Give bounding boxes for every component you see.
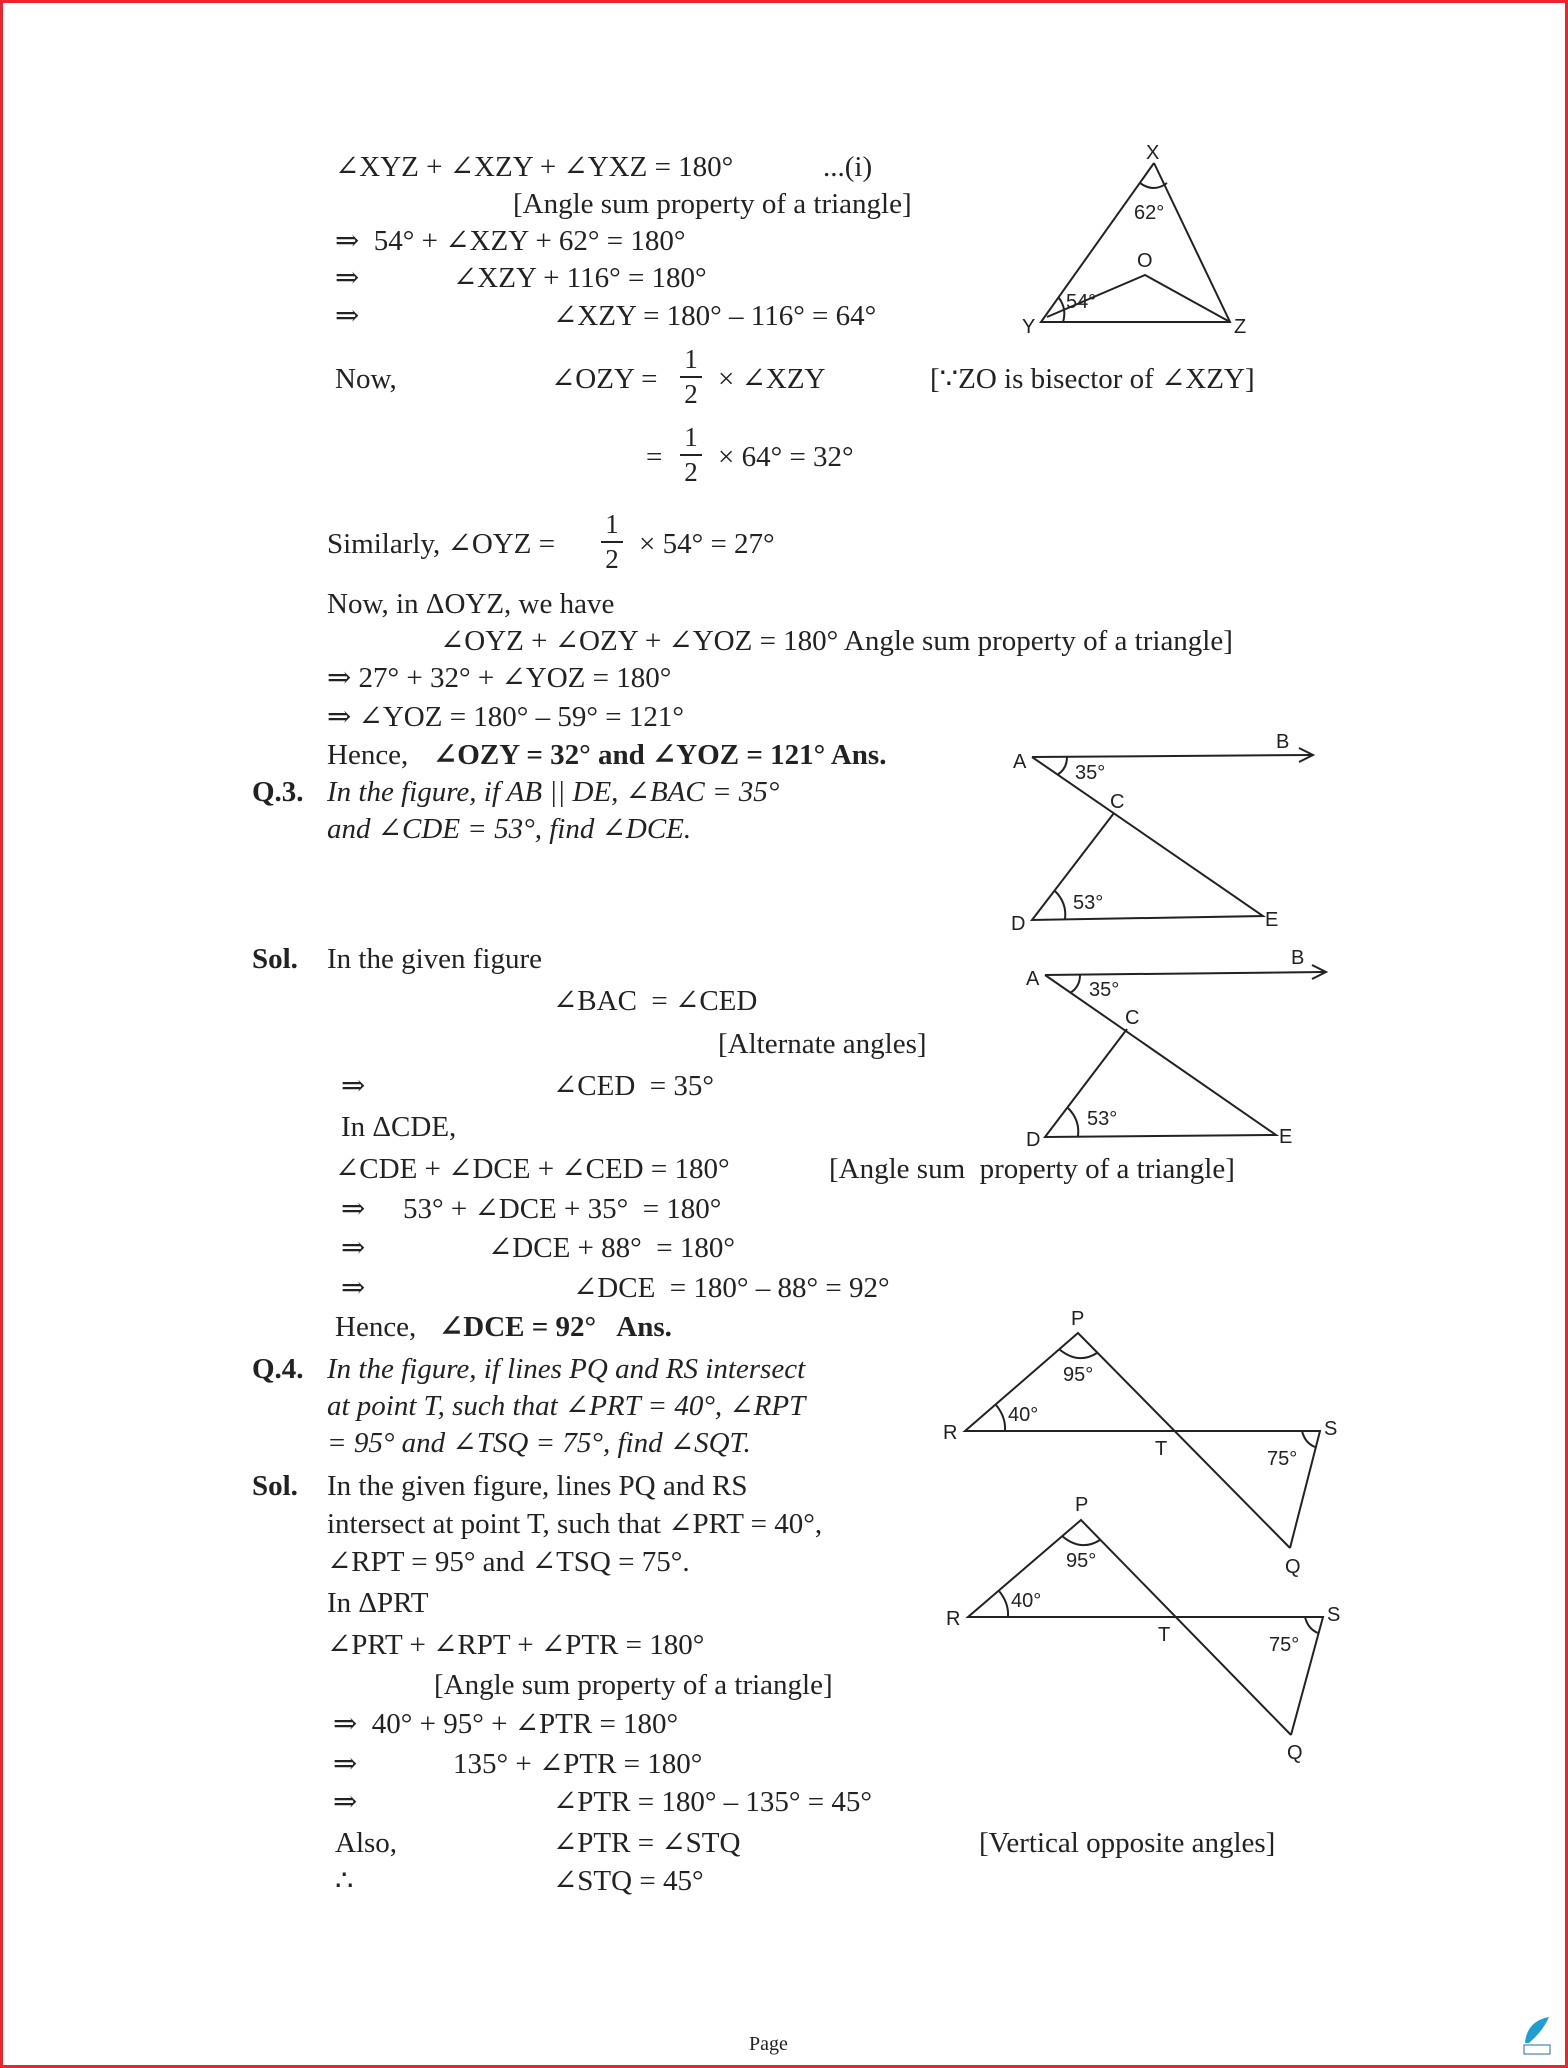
equation: ⇒ 54° + ∠XZY + 62° = 180°: [335, 225, 686, 257]
vertex-label: Z: [1234, 316, 1247, 338]
reason: [Angle sum property of a triangle]: [513, 188, 912, 220]
vertex-label: Y: [1022, 316, 1036, 338]
question-number: Q.3.: [252, 776, 304, 808]
reason: [Alternate angles]: [718, 1028, 927, 1060]
equation: × 64° = 32°: [718, 441, 854, 473]
question-number: Q.4.: [252, 1353, 304, 1385]
equation: ∠PTR = ∠STQ: [553, 1827, 741, 1859]
angle-label: 35°: [1075, 762, 1106, 784]
denominator: 2: [684, 457, 698, 487]
vertex-label: T: [1158, 1624, 1171, 1646]
vertex-label: A: [1013, 751, 1027, 773]
vertex-label: E: [1279, 1126, 1293, 1148]
equation: ∠PRT + ∠RPT + ∠PTR = 180°: [327, 1629, 705, 1661]
question-text: = 95° and ∠TSQ = 75°, find ∠SQT.: [327, 1427, 751, 1459]
vertex-label: C: [1125, 1007, 1140, 1029]
angle-arc: [1302, 1431, 1315, 1447]
answer: ∠DCE = 92° Ans.: [439, 1311, 672, 1343]
angle-label: 75°: [1267, 1448, 1298, 1470]
angle-arc: [996, 1405, 1005, 1431]
equation: ∠XZY = 180° – 116° = 64°: [553, 300, 877, 332]
angle-label: 95°: [1063, 1364, 1094, 1386]
vertex-label: Q: [1287, 1742, 1303, 1764]
equation: ⇒ 27° + 32° + ∠YOZ = 180°: [327, 662, 672, 694]
text: Hence,: [335, 1311, 417, 1343]
label-now: Now,: [335, 363, 397, 395]
text: In ΔCDE,: [341, 1111, 457, 1143]
solution-label: Sol.: [252, 943, 298, 975]
angle-label: 75°: [1269, 1634, 1300, 1656]
numerator: 1: [680, 424, 702, 456]
denominator: 2: [684, 379, 698, 409]
numerator: 1: [601, 511, 623, 543]
vertex-label: R: [943, 1422, 958, 1444]
vertex-label: E: [1265, 909, 1279, 931]
implies: ⇒: [333, 1786, 358, 1818]
equation: ∠CDE + ∠DCE + ∠CED = 180°: [335, 1153, 730, 1185]
angle-arc: [1059, 1349, 1097, 1358]
text: In the given figure, lines PQ and RS: [327, 1470, 748, 1502]
implies: ⇒: [341, 1070, 366, 1102]
angle-label: 35°: [1089, 979, 1120, 1001]
equation: ⇒ ∠YOZ = 180° – 59° = 121°: [327, 701, 684, 733]
vertex-label: S: [1324, 1418, 1338, 1440]
question-text: In the figure, if lines PQ and RS intersect: [327, 1353, 806, 1385]
text: intersect at point T, such that ∠PRT = 40°,: [327, 1508, 823, 1540]
angle-arc: [1057, 757, 1067, 775]
reason: [Vertical opposite angles]: [979, 1827, 1276, 1859]
angle-arc: [1062, 1536, 1100, 1545]
equation: ∠STQ = 45°: [553, 1865, 704, 1897]
implies: ⇒: [341, 1193, 366, 1225]
angle-label: 40°: [1008, 1404, 1039, 1426]
vertex-label: B: [1291, 947, 1305, 969]
equation: ∠PTR = 180° – 135° = 45°: [553, 1786, 872, 1818]
equation: Similarly, ∠OYZ =: [327, 528, 556, 560]
equation: ⇒ 40° + 95° + ∠PTR = 180°: [333, 1708, 679, 1740]
angle-label: 95°: [1066, 1550, 1097, 1572]
page-footer: Page: [749, 2033, 788, 2055]
vertex-label: P: [1071, 1308, 1085, 1330]
equation: 135° + ∠PTR = 180°: [453, 1748, 703, 1780]
implies: ⇒: [335, 262, 360, 294]
vertex-label: P: [1075, 1494, 1089, 1516]
vertex-label: Q: [1285, 1556, 1301, 1578]
implies: ⇒: [333, 1748, 358, 1780]
equation-ref: ...(i): [823, 151, 873, 183]
angle-arc: [1070, 975, 1080, 993]
vertex-label: B: [1276, 731, 1290, 753]
vertex-label: C: [1110, 791, 1125, 813]
equation: ∠OZY =: [551, 363, 658, 395]
equation: ∠XYZ + ∠XZY + ∠YXZ = 180°: [335, 151, 734, 183]
denominator: 2: [605, 544, 619, 574]
vertex-label: T: [1155, 1438, 1168, 1460]
equation: ∠OYZ + ∠OZY + ∠YOZ = 180° Angle sum property of a triangle]: [440, 625, 1233, 657]
equation: ∠CED = 35°: [553, 1070, 715, 1102]
angle-arc: [999, 1591, 1008, 1617]
equals: =: [646, 441, 663, 473]
equation: × 54° = 27°: [639, 528, 775, 560]
vertex-label: S: [1327, 1604, 1341, 1626]
angle-label: 53°: [1087, 1108, 1118, 1130]
equation: ∠DCE + 88° = 180°: [488, 1232, 735, 1264]
question-text: at point T, such that ∠PRT = 40°, ∠RPT: [327, 1390, 806, 1422]
triangle-xyz-figure: [1022, 142, 1246, 338]
solution-label: Sol.: [252, 1470, 298, 1502]
text: In the given figure: [327, 943, 543, 975]
angle-label: 53°: [1073, 892, 1104, 914]
figure-solution-4: [946, 1494, 1340, 1764]
implies: ⇒: [341, 1232, 366, 1264]
figure-solution-3: [1026, 947, 1326, 1151]
figure-q4: [943, 1308, 1337, 1578]
reason: [Angle sum property of a triangle]: [829, 1153, 1235, 1185]
numerator: 1: [680, 346, 702, 378]
question-text: and ∠CDE = 53°, find ∠DCE.: [327, 813, 692, 845]
implies: ⇒: [335, 300, 360, 332]
angle-arc: [1068, 1108, 1078, 1136]
figures: [3, 3, 1568, 2068]
text: Now, in ΔOYZ, we have: [327, 588, 615, 620]
equation: × ∠XZY: [718, 363, 826, 395]
equation: ∠DCE = 180° – 88° = 92°: [573, 1272, 890, 1304]
equation: ∠BAC = ∠CED: [553, 985, 758, 1017]
vertex-label: D: [1026, 1129, 1041, 1151]
answer: ∠OZY = 32° and ∠YOZ = 121° Ans.: [433, 739, 887, 771]
vertex-label: A: [1026, 968, 1040, 990]
text: Hence,: [327, 739, 409, 771]
reason: [Angle sum property of a triangle]: [434, 1669, 833, 1701]
angle-arc: [1055, 891, 1065, 919]
angle-label: 62°: [1134, 202, 1165, 224]
figure-q3: [1011, 731, 1313, 935]
text: Also,: [335, 1827, 398, 1859]
equation: 53° + ∠DCE + 35° = 180°: [403, 1193, 722, 1225]
question-text: In the figure, if AB || DE, ∠BAC = 35°: [327, 776, 780, 808]
text: ∠RPT = 95° and ∠TSQ = 75°.: [327, 1546, 690, 1578]
vertex-label: R: [946, 1608, 961, 1630]
vertex-label: D: [1011, 913, 1026, 935]
angle-label: 54°: [1066, 291, 1097, 313]
vertex-label: X: [1146, 142, 1160, 164]
implies: ⇒: [341, 1272, 366, 1304]
reason: [∵ZO is bisector of ∠XZY]: [930, 363, 1255, 395]
equation: ∠XZY + 116° = 180°: [453, 262, 707, 294]
angle-label: 40°: [1011, 1590, 1042, 1612]
publisher-logo-icon: [1521, 2013, 1553, 2057]
text: In ΔPRT: [327, 1587, 429, 1619]
vertex-label: O: [1137, 250, 1153, 272]
therefore: ∴: [335, 1865, 354, 1897]
angle-arc: [1305, 1617, 1318, 1633]
